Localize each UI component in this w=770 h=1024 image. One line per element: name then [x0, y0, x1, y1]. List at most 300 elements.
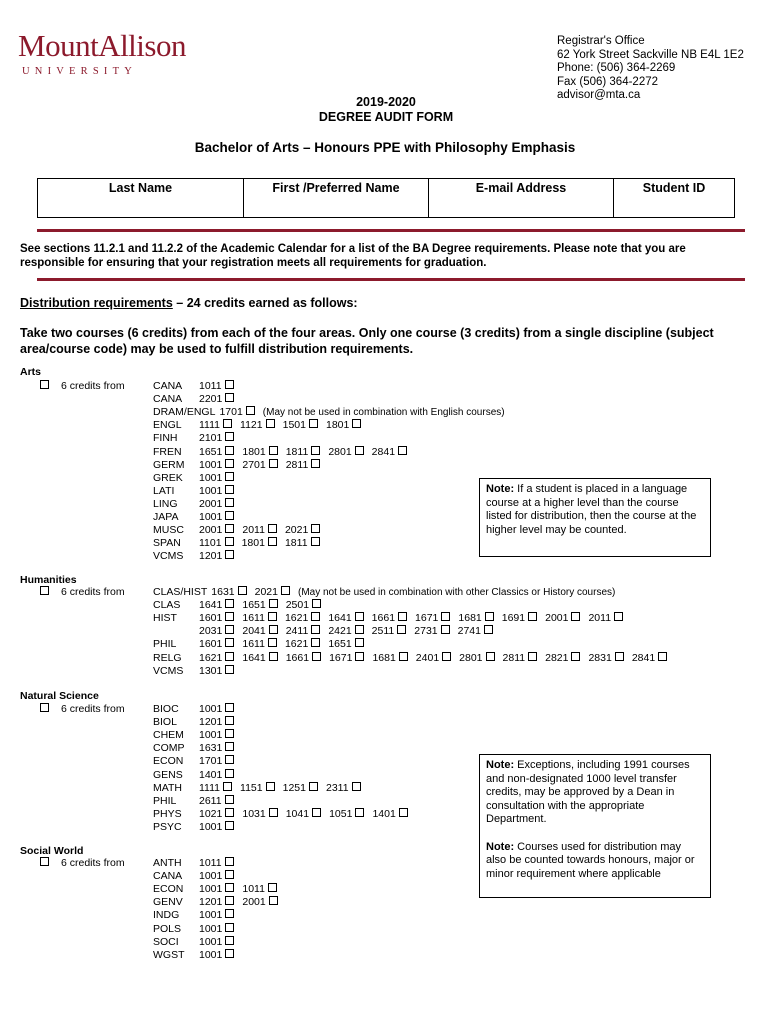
course-checkbox[interactable]: [225, 949, 234, 958]
course-checkbox[interactable]: [225, 459, 234, 468]
course-number: 1001: [199, 471, 223, 484]
course-checkbox[interactable]: [658, 652, 667, 661]
last-name-field[interactable]: Last Name: [38, 179, 244, 218]
course-row: [153, 550, 242, 562]
subject-code: GENS: [153, 768, 183, 781]
course-row: [153, 703, 242, 715]
course-option: [285, 612, 320, 624]
credits-label: 6 credits from: [61, 380, 125, 392]
course-option: [199, 742, 234, 754]
course-checkbox[interactable]: [399, 652, 408, 661]
course-checkbox[interactable]: [225, 612, 234, 621]
course-checkbox[interactable]: [397, 625, 406, 634]
course-row: [153, 808, 416, 820]
course-checkbox[interactable]: [225, 446, 234, 455]
course-checkbox[interactable]: [355, 808, 364, 817]
course-number: 1811: [284, 537, 308, 550]
course-number: 2001: [242, 896, 266, 909]
course-number: 2801: [328, 445, 352, 458]
subject-code: PHYS: [153, 807, 182, 820]
course-checkbox[interactable]: [225, 485, 234, 494]
course-checkbox[interactable]: [311, 524, 320, 533]
course-checkbox[interactable]: [225, 652, 234, 661]
course-number: 2401: [415, 651, 440, 664]
course-row: [153, 485, 242, 497]
course-option: [588, 652, 623, 664]
course-option: [326, 419, 361, 431]
course-checkbox[interactable]: [225, 599, 234, 608]
course-checkbox[interactable]: [269, 652, 278, 661]
subject-code: POLS: [153, 922, 182, 935]
course-checkbox[interactable]: [268, 537, 277, 546]
course-number: 2031: [199, 625, 223, 638]
course-option: [503, 652, 538, 664]
course-row: [153, 432, 242, 444]
course-option: [286, 808, 321, 820]
course-option: [326, 782, 361, 794]
course-checkbox[interactable]: [225, 755, 234, 764]
checkbox[interactable]: [40, 380, 49, 389]
area-credits-checkbox-row: [40, 380, 125, 392]
email-field[interactable]: E-mail Address: [429, 179, 614, 218]
course-checkbox[interactable]: [269, 808, 278, 817]
course-option: [286, 625, 321, 637]
course-option: [459, 652, 494, 664]
course-checkbox[interactable]: [528, 652, 537, 661]
course-option: [199, 419, 232, 431]
course-number: 1621: [284, 638, 309, 651]
course-row: [153, 524, 328, 536]
course-checkbox[interactable]: [355, 625, 364, 634]
note-label: Note:: [486, 483, 515, 495]
course-checkbox[interactable]: [225, 896, 234, 905]
university-logo-subtitle: UNIVERSITY: [22, 66, 137, 77]
course-checkbox[interactable]: [441, 612, 450, 621]
course-row: [153, 936, 242, 948]
course-checkbox[interactable]: [352, 782, 361, 791]
course-checkbox[interactable]: [528, 612, 537, 621]
course-row: [153, 406, 505, 418]
course-row: [153, 599, 329, 611]
course-checkbox[interactable]: [398, 446, 407, 455]
course-option: [199, 550, 234, 562]
course-checkbox[interactable]: [225, 472, 234, 481]
course-number: 1201: [199, 896, 223, 909]
checkbox[interactable]: [40, 586, 49, 595]
registrar-line: Registrar's Office: [557, 35, 645, 47]
course-number: 2311: [325, 781, 349, 794]
course-row: [153, 857, 242, 869]
subject-code: PSYC: [153, 820, 182, 833]
course-checkbox[interactable]: [225, 742, 234, 751]
course-checkbox[interactable]: [225, 909, 234, 918]
course-number: 1681: [372, 651, 396, 664]
note-text: Courses used for distribution may also be counted towards honours, major or minor requirement where applicable: [486, 840, 695, 880]
degree-title: Bachelor of Arts – Honours PPE with Philosophy Emphasis: [194, 140, 576, 155]
course-checkbox[interactable]: [309, 782, 318, 791]
course-checkbox[interactable]: [225, 393, 234, 402]
subject-code: VCMS: [153, 664, 184, 677]
course-number: 1801: [242, 445, 266, 458]
course-checkbox[interactable]: [268, 524, 277, 533]
course-checkbox[interactable]: [225, 883, 234, 892]
course-option: [329, 808, 364, 820]
course-option: [285, 537, 320, 549]
student-id-field[interactable]: Student ID: [614, 179, 735, 218]
course-number: 1641: [328, 612, 352, 625]
course-option: [199, 795, 234, 807]
course-checkbox[interactable]: [225, 498, 234, 507]
course-number: 2801: [459, 651, 483, 664]
course-option: [199, 716, 234, 728]
course-option: [240, 782, 275, 794]
course-option: [199, 821, 234, 833]
course-number: 1601: [199, 638, 223, 651]
course-row: [153, 870, 242, 882]
course-option: [242, 883, 277, 895]
note-text: If a student is placed in a language course at a higher level than the course listed for distribution, then the course at the higher level may be counted.: [486, 483, 697, 536]
subject-code: CANA: [153, 380, 183, 392]
course-number: 1501: [282, 419, 306, 432]
course-row: [153, 393, 242, 405]
course-checkbox[interactable]: [442, 652, 451, 661]
subject-code: HIST: [153, 612, 177, 625]
course-checkbox[interactable]: [281, 586, 290, 595]
area-credits-checkbox-row: [40, 857, 125, 869]
course-option: [283, 782, 318, 794]
course-row: [153, 716, 242, 728]
note-label: Note:: [486, 840, 515, 853]
course-checkbox[interactable]: [225, 769, 234, 778]
form-year: 2019-2020: [356, 95, 416, 109]
course-checkbox[interactable]: [225, 511, 234, 520]
course-checkbox[interactable]: [485, 612, 494, 621]
course-checkbox[interactable]: [238, 586, 247, 595]
course-checkbox[interactable]: [309, 419, 318, 428]
subject-code: PHIL: [153, 794, 177, 807]
course-number: 1641: [199, 599, 223, 612]
course-checkbox[interactable]: [223, 782, 232, 791]
course-number: 1001: [199, 703, 223, 715]
course-row: [153, 419, 369, 431]
course-checkbox[interactable]: [355, 652, 364, 661]
form-title-block: [0, 95, 770, 125]
course-number: 1661: [285, 651, 310, 664]
course-row: [153, 652, 675, 664]
course-option: [219, 406, 254, 418]
course-checkbox[interactable]: [225, 936, 234, 945]
course-checkbox[interactable]: [225, 537, 234, 546]
checkbox[interactable]: [40, 703, 49, 712]
course-option: [199, 485, 234, 497]
subject-code: DRAM/ENGL: [153, 406, 216, 419]
course-number: 1611: [242, 612, 265, 625]
course-number: 2021: [284, 524, 309, 537]
course-row: [153, 625, 501, 637]
calendar-notice: See sections 11.2.1 and 11.2.2 of the Academic Calendar for a list of the BA Degree requirements. Please note that you are responsible for ensuring that your registration meets all requirements for graduation.: [20, 243, 686, 269]
checkbox[interactable]: [40, 857, 49, 866]
course-option: [199, 625, 234, 637]
course-number: 1811: [285, 445, 309, 458]
course-checkbox[interactable]: [268, 612, 277, 621]
course-option: [199, 665, 234, 677]
subject-code: LING: [153, 497, 178, 510]
course-checkbox[interactable]: [268, 883, 277, 892]
course-number: 1001: [199, 820, 223, 833]
course-option: [199, 896, 234, 908]
credits-label: 6 credits from: [61, 586, 125, 598]
subject-code: PHIL: [153, 638, 177, 651]
course-number: 1001: [199, 484, 223, 497]
course-number: 1111: [199, 781, 221, 794]
course-checkbox[interactable]: [571, 652, 580, 661]
course-checkbox[interactable]: [269, 625, 278, 634]
course-number: 2001: [199, 524, 223, 537]
course-number: 2511: [371, 625, 395, 638]
course-number: 1001: [199, 511, 223, 523]
course-checkbox[interactable]: [311, 537, 320, 546]
course-checkbox[interactable]: [311, 638, 320, 647]
subject-code: FINH: [153, 432, 178, 445]
course-option: [199, 755, 234, 767]
course-checkbox[interactable]: [615, 652, 624, 661]
course-row: [153, 638, 372, 650]
course-checkbox[interactable]: [269, 599, 278, 608]
course-option: [372, 612, 407, 624]
note-label: Note:: [486, 759, 515, 771]
course-option: [199, 537, 234, 549]
distribution-heading-underlined: Distribution requirements: [20, 296, 173, 310]
course-checkbox[interactable]: [225, 808, 234, 817]
course-option: [211, 586, 246, 598]
course-number: 1611: [242, 638, 265, 651]
course-number: 1001: [199, 948, 223, 961]
course-checkbox[interactable]: [312, 652, 321, 661]
course-number: 1201: [199, 716, 223, 729]
course-option: [199, 393, 234, 405]
course-checkbox[interactable]: [225, 716, 234, 725]
course-number: 2421: [328, 625, 352, 638]
course-option: [286, 459, 321, 471]
course-row: [153, 472, 242, 484]
course-checkbox[interactable]: [571, 612, 580, 621]
course-row: [153, 782, 369, 794]
course-row: [153, 883, 285, 895]
course-number: 1111: [199, 419, 221, 432]
course-number: 1001: [199, 458, 223, 471]
course-checkbox[interactable]: [223, 419, 232, 428]
course-checkbox[interactable]: [441, 625, 450, 634]
course-option: [240, 419, 275, 431]
subject-code: COMP: [153, 742, 185, 755]
course-checkbox[interactable]: [225, 870, 234, 879]
course-number: 2201: [199, 393, 223, 406]
course-checkbox[interactable]: [352, 419, 361, 428]
course-checkbox[interactable]: [225, 380, 234, 389]
course-checkbox[interactable]: [225, 729, 234, 738]
course-number: 2741: [457, 625, 481, 638]
course-option: [458, 612, 493, 624]
course-checkbox[interactable]: [246, 406, 255, 415]
subject-code: JAPA: [153, 511, 179, 523]
note-text: Exceptions, including 1991 courses and non-designated 1000 level transfer credits, may be approved by a Dean in consultation with the appropriate Department.: [486, 759, 690, 826]
course-checkbox[interactable]: [225, 923, 234, 932]
course-checkbox[interactable]: [225, 550, 234, 559]
course-number: 2701: [242, 458, 266, 471]
course-number: 2001: [199, 497, 223, 510]
course-checkbox[interactable]: [486, 652, 495, 661]
course-option: [242, 652, 277, 664]
course-number: 2001: [545, 612, 569, 625]
course-option: [199, 446, 234, 458]
course-number: 2011: [588, 612, 612, 625]
course-checkbox[interactable]: [311, 612, 320, 621]
course-option: [416, 652, 451, 664]
course-option: [286, 652, 321, 664]
course-number: 1801: [325, 419, 350, 432]
course-option: [242, 524, 277, 536]
course-checkbox[interactable]: [312, 808, 321, 817]
course-number: 2041: [242, 625, 266, 638]
course-checkbox[interactable]: [225, 625, 234, 634]
course-checkbox[interactable]: [311, 459, 320, 468]
course-row: [153, 612, 631, 624]
course-option: [632, 652, 667, 664]
divider: [37, 278, 745, 281]
subject-code: CANA: [153, 870, 183, 883]
course-option: [199, 909, 234, 921]
course-number: 1401: [372, 807, 396, 820]
course-option: [199, 511, 234, 523]
registrar-contact: [557, 35, 744, 103]
subject-code: CHEM: [153, 729, 184, 742]
course-number: 1621: [284, 612, 309, 625]
course-checkbox[interactable]: [312, 599, 321, 608]
course-option: [415, 612, 450, 624]
course-number: 1401: [199, 768, 223, 781]
subject-code: MUSC: [153, 524, 184, 537]
course-option: [199, 459, 234, 471]
course-restriction-note: (May not be used in combination with other Classics or History courses): [297, 587, 616, 598]
course-checkbox[interactable]: [311, 625, 320, 634]
course-number: 1801: [241, 537, 265, 550]
course-checkbox[interactable]: [398, 612, 407, 621]
course-number: 1201: [199, 550, 223, 563]
course-option: [199, 652, 234, 664]
course-number: 1041: [285, 807, 310, 820]
course-row: [153, 511, 242, 523]
subject-code: BIOC: [153, 703, 179, 715]
area-credits-checkbox-row: [40, 586, 125, 598]
course-checkbox[interactable]: [225, 703, 234, 712]
course-checkbox[interactable]: [269, 896, 278, 905]
course-number: 1671: [329, 651, 353, 664]
course-row: [153, 795, 242, 807]
course-checkbox[interactable]: [355, 612, 364, 621]
subject-code: BIOL: [153, 716, 177, 729]
course-option: [199, 769, 234, 781]
course-row: [153, 665, 242, 677]
student-info-table: [37, 178, 735, 218]
course-checkbox[interactable]: [484, 625, 493, 634]
course-checkbox[interactable]: [266, 419, 275, 428]
course-option: [285, 638, 320, 650]
subject-code: ANTH: [153, 857, 182, 869]
course-option: [199, 883, 234, 895]
course-checkbox[interactable]: [225, 795, 234, 804]
course-checkbox[interactable]: [355, 446, 364, 455]
course-checkbox[interactable]: [269, 446, 278, 455]
course-number: 1151: [240, 781, 263, 794]
course-restriction-note: (May not be used in combination with English courses): [262, 407, 505, 419]
course-option: [242, 638, 277, 650]
course-number: 1701: [199, 755, 223, 768]
first-name-field[interactable]: First /Preferred Name: [244, 179, 429, 218]
course-row: [153, 380, 242, 392]
course-option: [199, 782, 232, 794]
distribution-instructions: Take two courses (6 credits) from each of the four areas. Only one course (3 credits) from a single discipline (subject area/course code) may be used to fulfill distribution requirements.: [20, 326, 714, 356]
course-number: 1001: [199, 922, 223, 935]
course-number: 1011: [199, 380, 222, 392]
course-checkbox[interactable]: [311, 446, 320, 455]
credits-label: 6 credits from: [61, 857, 125, 869]
course-option: [328, 638, 363, 650]
course-number: 1251: [282, 781, 306, 794]
course-checkbox[interactable]: [355, 638, 364, 647]
course-checkbox[interactable]: [225, 665, 234, 674]
course-checkbox[interactable]: [225, 432, 234, 441]
subject-code: GENV: [153, 896, 183, 909]
course-option: [588, 612, 623, 624]
course-row: [153, 537, 328, 549]
registrar-line: 62 York Street Sackville NB E4L 1E2: [557, 48, 744, 61]
course-option: [545, 652, 580, 664]
course-number: 1001: [199, 935, 223, 948]
course-number: 1601: [199, 612, 223, 625]
course-number: 1001: [199, 909, 223, 922]
course-checkbox[interactable]: [266, 782, 275, 791]
course-option: [286, 599, 321, 611]
course-number: 1691: [501, 612, 526, 625]
course-checkbox[interactable]: [225, 821, 234, 830]
course-number: 1021: [199, 807, 223, 820]
course-checkbox[interactable]: [269, 459, 278, 468]
course-number: 1101: [199, 537, 222, 550]
course-checkbox[interactable]: [225, 638, 234, 647]
course-row: [153, 755, 242, 767]
course-checkbox[interactable]: [225, 857, 234, 866]
course-checkbox[interactable]: [225, 524, 234, 533]
subject-code: GERM: [153, 458, 185, 471]
course-option: [199, 380, 234, 392]
course-checkbox[interactable]: [399, 808, 408, 817]
course-number: 1631: [199, 742, 223, 755]
area-title: Natural Science: [20, 690, 99, 702]
course-option: [285, 524, 320, 536]
course-option: [199, 638, 234, 650]
area-title: Arts: [20, 366, 42, 378]
course-option: [199, 432, 234, 444]
course-number: 1671: [415, 612, 439, 625]
subject-code: CLAS: [153, 599, 181, 612]
course-number: 1701: [219, 406, 243, 419]
course-row: [153, 729, 242, 741]
course-option: [199, 936, 234, 948]
course-checkbox[interactable]: [614, 612, 623, 621]
subject-code: ECON: [153, 883, 184, 896]
course-option: [372, 808, 407, 820]
course-checkbox[interactable]: [268, 638, 277, 647]
